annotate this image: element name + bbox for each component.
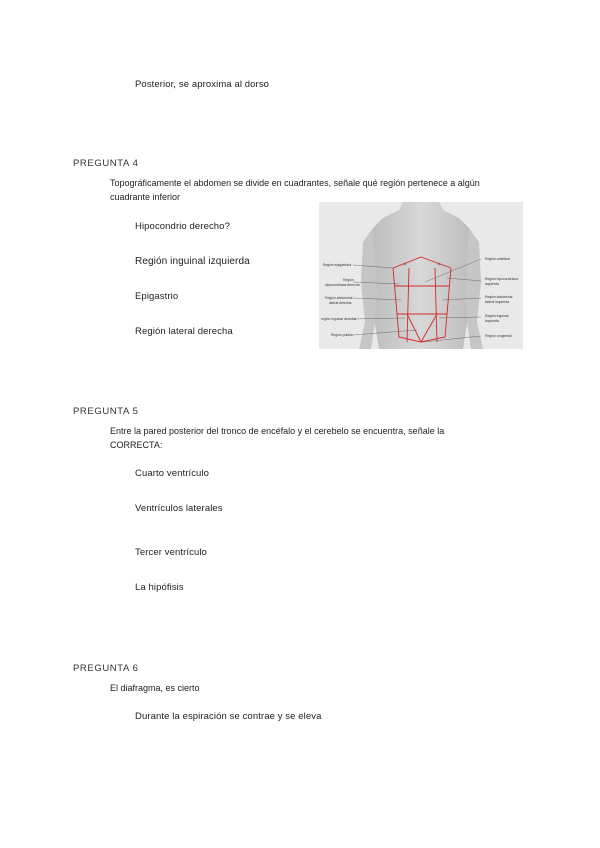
question-5-option-4[interactable]: La hipófisis [135,582,184,593]
figure-label-left-1: Región epigástrica [323,263,352,267]
question-5-option-2[interactable]: Ventrículos laterales [135,503,223,514]
figure-label-right-8: Región urogenital [485,334,512,338]
question-4-text-line-2: cuadrante inferior [110,192,181,202]
figure-label-right-7: izquierda [485,319,499,323]
question-5-header: PREGUNTA 5 [73,406,139,417]
torso-silhouette [371,202,471,349]
previous-question-option[interactable]: Posterior, se aproxima al dorso [135,79,270,90]
question-4-option-3[interactable]: Epigastrio [135,291,179,302]
question-4-text-line-1: Topográficamente el abdomen se divide en cuadrantes, señale qué región pertenece a algún [110,178,480,188]
question-4-option-4[interactable]: Región lateral derecha [135,326,233,337]
question-4-option-2[interactable]: Región inguinal izquierda [135,256,250,267]
question-5-text-line-2: CORRECTA: [110,440,163,450]
question-4-option-1[interactable]: Hipocondrio derecho? [135,221,230,232]
figure-label-right-5: lateral izquierda [485,300,509,304]
figure-label-right-4: Región abdominal [485,295,513,299]
question-6-header: PREGUNTA 6 [73,663,139,674]
figure-label-left-5: lateral derecha [329,301,352,305]
figure-label-left-6: región inguinal derecha [321,317,357,321]
question-5-text-line-1: Entre la pared posterior del tronco de encéfalo y el cerebelo se encuentra, señale la [110,426,445,436]
question-6-option-1[interactable]: Durante la espiración se contrae y se eleva [135,711,322,722]
abdomen-regions-figure [319,202,523,349]
figure-label-right-3: izquierda [485,282,499,286]
figure-label-right-2: Región hipocondríaca [485,277,518,281]
question-5-option-3[interactable]: Tercer ventrículo [135,547,207,558]
question-6-text-line-1: El diafragma, es cierto [110,683,200,693]
question-4-header: PREGUNTA 4 [73,158,139,169]
figure-label-left-7: Región púbica [331,333,353,337]
figure-label-left-4: Región abdominal [325,296,353,300]
figure-label-right-1: Región umbilical [485,257,510,261]
figure-label-right-6: Región inguinal [485,314,509,318]
figure-label-left-2: Región [343,278,354,282]
abdomen-regions-illustration [319,202,523,349]
figure-label-left-3: hipocondríaca derecha [325,283,360,287]
question-5-option-1[interactable]: Cuarto ventrículo [135,468,210,479]
